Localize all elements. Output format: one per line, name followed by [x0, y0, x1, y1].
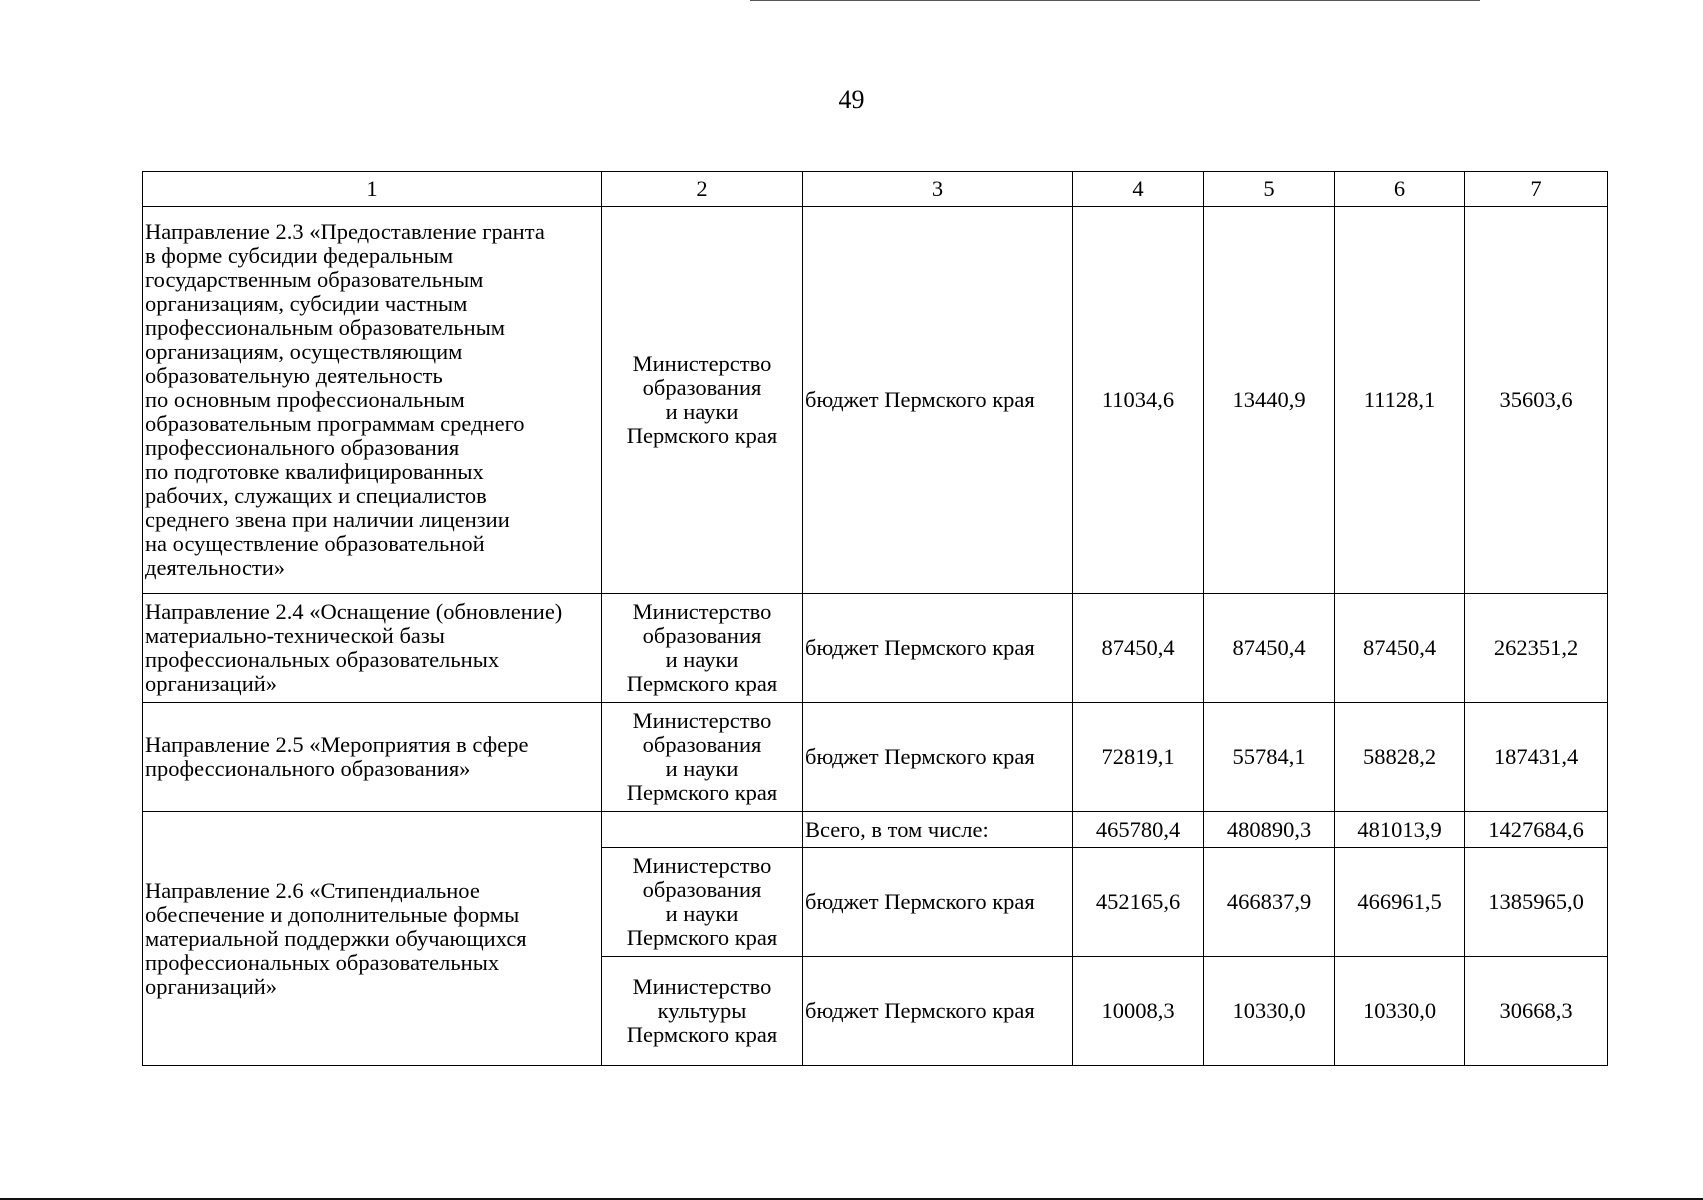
- value-cell-7: 187431,4: [1465, 703, 1608, 812]
- header-cell-2: 2: [602, 172, 803, 207]
- budget-table: [142, 171, 1608, 1066]
- direction-cell: Направление 2.5 «Мероприятия в сфере профессионального образования»: [143, 703, 602, 812]
- table-row: [143, 594, 1608, 703]
- value-cell-5: 13440,9: [1204, 207, 1335, 594]
- value-cell-6: 10330,0: [1335, 957, 1465, 1066]
- executor-cell: Министерство образования и науки Пермского края: [602, 703, 803, 812]
- funding-source-cell: бюджет Пермского края: [803, 848, 1073, 957]
- value-cell-5: 10330,0: [1204, 957, 1335, 1066]
- value-cell-4: 11034,6: [1073, 207, 1204, 594]
- total-value-cell-6: 481013,9: [1335, 812, 1465, 848]
- table-row: [143, 703, 1608, 812]
- funding-source-cell: бюджет Пермского края: [803, 207, 1073, 594]
- table-row-total: [143, 812, 1608, 848]
- value-cell-4: 72819,1: [1073, 703, 1204, 812]
- value-cell-5: 87450,4: [1204, 594, 1335, 703]
- direction-cell: Направление 2.3 «Предоставление гранта в форме субсидии федеральным государственным образовательным организациям, субсидии частным профессиональным образовательным организациям, осуществляющим образовательную деятельность по основным профессиональным образовательным программам среднего профессионального образования по подготовке квалифицированных рабочих, служащих и специалистов среднего звена при наличии лицензии на осуществление образовательной деятельности»: [143, 207, 602, 594]
- value-cell-5: 55784,1: [1204, 703, 1335, 812]
- direction-cell: Направление 2.4 «Оснащение (обновление) материально-технической базы профессиональных образовательных организаций»: [143, 594, 602, 703]
- header-row: [143, 172, 1608, 207]
- direction-cell: Направление 2.6 «Стипендиальное обеспечение и дополнительные формы материальной поддержки обучающихся профессиональных образовательных организаций»: [143, 812, 602, 1066]
- table-row: [143, 207, 1608, 594]
- header-cell-6: 6: [1335, 172, 1465, 207]
- value-cell-6: 58828,2: [1335, 703, 1465, 812]
- total-label-cell: Всего, в том числе:: [803, 812, 1073, 848]
- scan-edge-line: [750, 0, 1480, 1]
- value-cell-7: 262351,2: [1465, 594, 1608, 703]
- value-cell-6: 87450,4: [1335, 594, 1465, 703]
- executor-cell: Министерство образования и науки Пермского края: [602, 207, 803, 594]
- value-cell-7: 30668,3: [1465, 957, 1608, 1066]
- value-cell-7: 1385965,0: [1465, 848, 1608, 957]
- funding-source-cell: бюджет Пермского края: [803, 703, 1073, 812]
- total-value-cell-5: 480890,3: [1204, 812, 1335, 848]
- value-cell-5: 466837,9: [1204, 848, 1335, 957]
- value-cell-6: 466961,5: [1335, 848, 1465, 957]
- value-cell-6: 11128,1: [1335, 207, 1465, 594]
- executor-cell-empty: [602, 812, 803, 848]
- value-cell-4: 452165,6: [1073, 848, 1204, 957]
- value-cell-4: 10008,3: [1073, 957, 1204, 1066]
- executor-cell: Министерство образования и науки Пермского края: [602, 594, 803, 703]
- executor-cell: Министерство культуры Пермского края: [602, 957, 803, 1066]
- value-cell-7: 35603,6: [1465, 207, 1608, 594]
- header-cell-1: 1: [143, 172, 602, 207]
- page-number: 49: [838, 85, 865, 114]
- funding-source-cell: бюджет Пермского края: [803, 594, 1073, 703]
- header-cell-4: 4: [1073, 172, 1204, 207]
- executor-cell: Министерство образования и науки Пермского края: [602, 848, 803, 957]
- header-cell-5: 5: [1204, 172, 1335, 207]
- total-value-cell-4: 465780,4: [1073, 812, 1204, 848]
- header-cell-7: 7: [1465, 172, 1608, 207]
- total-value-cell-7: 1427684,6: [1465, 812, 1608, 848]
- header-cell-3: 3: [803, 172, 1073, 207]
- value-cell-4: 87450,4: [1073, 594, 1204, 703]
- funding-source-cell: бюджет Пермского края: [803, 957, 1073, 1066]
